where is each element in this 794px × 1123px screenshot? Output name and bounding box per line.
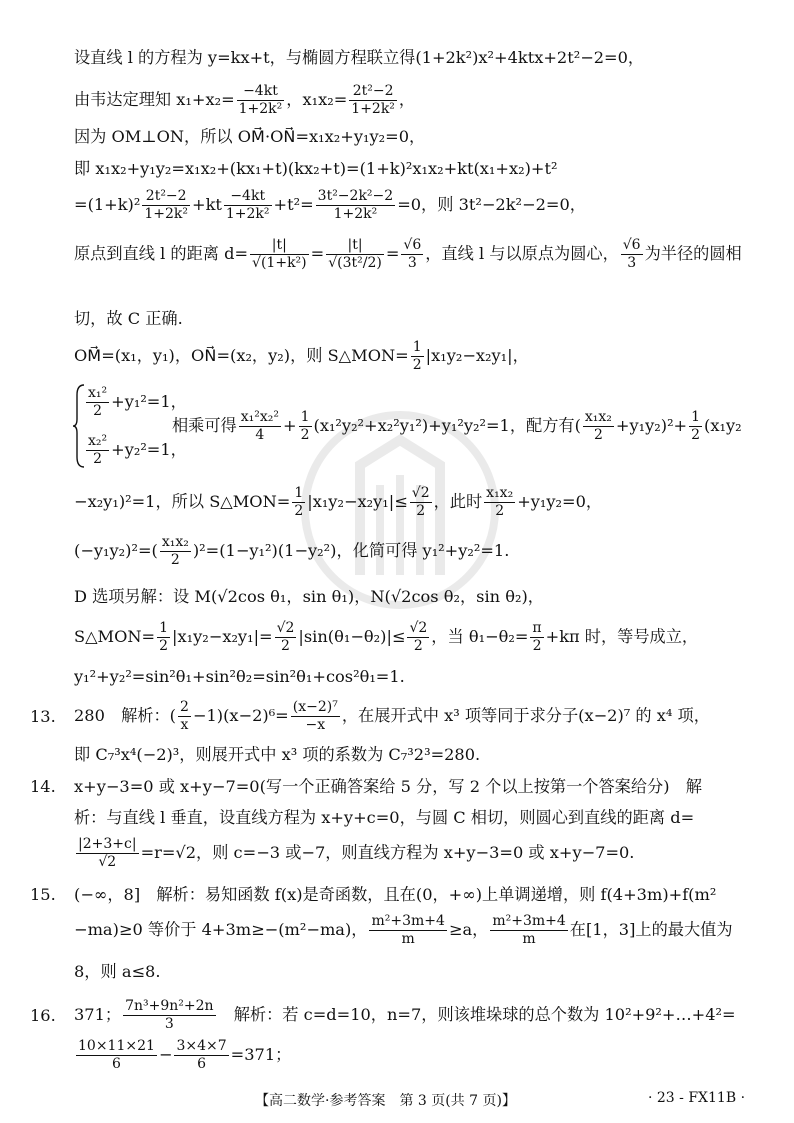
fraction: $\frac{\text{x₁²}}{2}$ [88, 385, 108, 419]
text-line: 设直线 l 的方程为 y=kx+t，与椭圆方程联立得(1+2k²)x²+4ktx+2t²−2=0， [74, 48, 645, 67]
system-eq-1: $\frac{\text{x₁²}}{2}$ +y₁²=1， [88, 385, 187, 419]
text-line: 切，故 C 正确. [74, 309, 183, 328]
fraction: $\frac{|2+3+c|}{√2}$ [78, 836, 137, 870]
text-line: 析：与直线 l 垂直，设直线方程为 x+y+c=0，与圆 C 相切，则圆心到直线的距离 d= [74, 808, 695, 827]
fraction: $\frac{1}{2}$ [294, 485, 304, 519]
fraction: $\frac{1}{2}$ [691, 409, 701, 443]
text-line: −x₂y₁)²=1，所以 S△MON= $\frac{1}{2}$ |x₁y₂−x₂y₁|≤ $\frac{√2}{2}$ ，此时 $\frac{\text{x₁x₂}}{2}$ +y₁y₂=0， [74, 485, 603, 519]
fraction: $\frac{1}{2}$ [300, 409, 310, 443]
fraction: $\frac{-4kt}{\text{1+2k²}}$ [225, 188, 270, 222]
text-line: $\frac{|2+3+c|}{√2}$ =r=√2，则 c=−3 或−7，则直线方程为 x+y−3=0 或 x+y−7=0. [78, 836, 635, 870]
fraction: $\frac{1}{2}$ [159, 620, 169, 654]
footer-code: · 23 - FX11B · [648, 1090, 746, 1106]
text-line: (−y₁y₂)²=( $\frac{\text{x₁x₂}}{2}$ )²=(1−y₁²)(1−y₂²)，化简可得 y₁²+y₂²=1. [74, 534, 510, 568]
text-line: 因为 OM⊥ON，所以 OM⃗·ON⃗=x₁x₂+y₁y₂=0， [74, 127, 426, 146]
fraction: $\frac{√6}{3}$ [403, 237, 422, 271]
text-line: S△MON= $\frac{1}{2}$ |x₁y₂−x₂y₁|= $\frac{√2}{2}$ |sin(θ₁−θ₂)|≤ $\frac{√2}{2}$ ，当 θ₁−θ₂= $\frac{\pi}{2}$ +kπ 时，等号成立， [74, 620, 699, 654]
text-line: D 选项另解：设 M(√2cos θ₁，sin θ₁)，N(√2cos θ₂，sin θ₂)， [74, 587, 544, 606]
fraction: $\frac{√2}{2}$ [409, 620, 428, 654]
fraction: $\frac{\text{m²+3m+4}}{m}$ [492, 913, 566, 947]
text-line: 8，则 a≤8. [74, 962, 161, 981]
fraction: $\frac{√2}{2}$ [276, 620, 295, 654]
fraction: $\frac{\text{x₁x₂}}{2}$ [584, 409, 612, 443]
fraction: $\frac{1}{2}$ [412, 339, 422, 373]
fraction: $\frac{\text{2t²−2}}{\text{1+2k²}}$ [351, 83, 395, 117]
fraction: $\frac{\text{m²+3m+4}}{m}$ [371, 913, 445, 947]
problem-number: 15. [30, 885, 56, 904]
fraction: $\frac{√6}{3}$ [622, 237, 641, 271]
fraction: $\frac{√2}{2}$ [411, 485, 430, 519]
fraction: $\frac{|t|}{\text{√(3t²/2)}}$ [328, 237, 382, 271]
fraction: $\frac{2}{x}$ [179, 699, 189, 733]
text-line: 280 解析：( $\frac{2}{x}$ −1)(x−2)⁶= $\frac{\text{(x−2)⁷}}{-x}$ ，在展开式中 x³ 项等同于求分子(x−2)⁷ 的 x⁴ 项， [74, 699, 710, 733]
page-footer [0, 1090, 794, 1112]
problem-number: 14. [30, 777, 56, 796]
text-line: 即 C₇³x⁴(−2)³，则展开式中 x³ 项的系数为 C₇³2³=280. [74, 745, 481, 764]
text-line: OM⃗=(x₁，y₁)，ON⃗=(x₂，y₂)，则 S△MON= $\frac{1}{2}$ |x₁y₂−x₂y₁|， [74, 339, 529, 373]
footer-page-info: 【高二数学·参考答案 第 3 页(共 7 页)】 [255, 1093, 516, 1109]
text-line: =(1+k)² $\frac{\text{2t²−2}}{\text{1+2k²}}$ +kt $\frac{-4kt}{\text{1+2k²}}$ +t²= $\frac{\text{3t²−2k²−2}}{\text{1+2k²}}$ =0，则 3t²−2k²−2=0， [74, 188, 586, 222]
fraction: $\frac{3\times 4\times 7}{6}$ [176, 1038, 227, 1072]
fraction: $\frac{\text{(x−2)⁷}}{-x}$ [292, 699, 338, 733]
text-line: 即 x₁x₂+y₁y₂=x₁x₂+(kx₁+t)(kx₂+t)=(1+k)²x₁x₂+kt(x₁+x₂)+t² [74, 159, 558, 178]
fraction: $\frac{-4kt}{\text{1+2k²}}$ [238, 83, 283, 117]
fraction: $\frac{|t|}{\text{√(1+k²)}}$ [252, 237, 307, 271]
problem-number: 16. [30, 1006, 56, 1025]
fraction: $\frac{\text{7n³+9n²+2n}}{3}$ [125, 998, 214, 1032]
text-line: y₁²+y₂²=sin²θ₁+sin²θ₂=sin²θ₁+cos²θ₁=1. [74, 667, 405, 686]
fraction: $\frac{\text{2t²−2}}{\text{1+2k²}}$ [144, 188, 188, 222]
fraction: $\frac{\text{3t²−2k²−2}}{\text{1+2k²}}$ [317, 188, 394, 222]
problem-number: 13. [30, 707, 56, 726]
text-line: 由韦达定理知 x₁+x₂= $\frac{-4kt}{\text{1+2k²}}$ ，x₁x₂= $\frac{\text{2t²−2}}{\text{1+2k²}}$ ， [74, 83, 416, 117]
fraction: $\frac{\text{x₂²}}{2}$ [88, 433, 108, 467]
fraction: $\frac{\text{x₁x₂}}{2}$ [486, 485, 514, 519]
text-line: x+y−3=0 或 x+y−7=0(写一个正确答案给 5 分，写 2 个以上按第一个答案给分) 解 [74, 777, 702, 796]
text-line: 相乘可得 $\frac{\text{x₁²x₂²}}{4}$ + $\frac{1}{2}$ (x₁²y₂²+x₂²y₁²)+y₁²y₂²=1，配方有( $\frac{\text{x₁x₂}}{2}$ +y₁y₂)²+ $\frac{1}{2}$ (x₁y₂ [172, 409, 742, 443]
text-line: $\frac{10\times 11\times 21}{6}$ − $\frac{3\times 4\times 7}{6}$ =371； [78, 1038, 292, 1072]
text-line: −ma)≥0 等价于 4+3m≥−(m²−ma)， $\frac{\text{m²+3m+4}}{m}$ ≥a， $\frac{\text{m²+3m+4}}{m}$ 在[1，3]上的最大值为 [74, 913, 733, 947]
fraction: $\frac{\pi}{2}$ [532, 620, 542, 654]
text-line: (−∞，8] 解析：易知函数 f(x)是奇函数，且在(0，+∞)上单调递增，则 f(4+3m)+f(m² [74, 885, 717, 904]
fraction: $\frac{10\times 11\times 21}{6}$ [78, 1038, 155, 1072]
text-line: 371； $\frac{\text{7n³+9n²+2n}}{3}$ 解析：若 c=d=10，n=7，则该堆垛球的总个数为 10²+9²+…+4²= [74, 998, 736, 1032]
fraction: $\frac{\text{x₁x₂}}{2}$ [161, 534, 189, 568]
fraction: $\frac{\text{x₁²x₂²}}{4}$ [240, 409, 279, 443]
system-eq-2: $\frac{\text{x₂²}}{2}$ +y₂²=1， [88, 433, 187, 467]
text-line: 原点到直线 l 的距离 d= $\frac{|t|}{\text{√(1+k²)}}$ = $\frac{|t|}{\text{√(3t²/2)}}$ = $\frac{√6}{3}$ ，直线 l 与以原点为圆心， $\frac{√6}{3}$ 为半径的圆相 [74, 237, 742, 271]
